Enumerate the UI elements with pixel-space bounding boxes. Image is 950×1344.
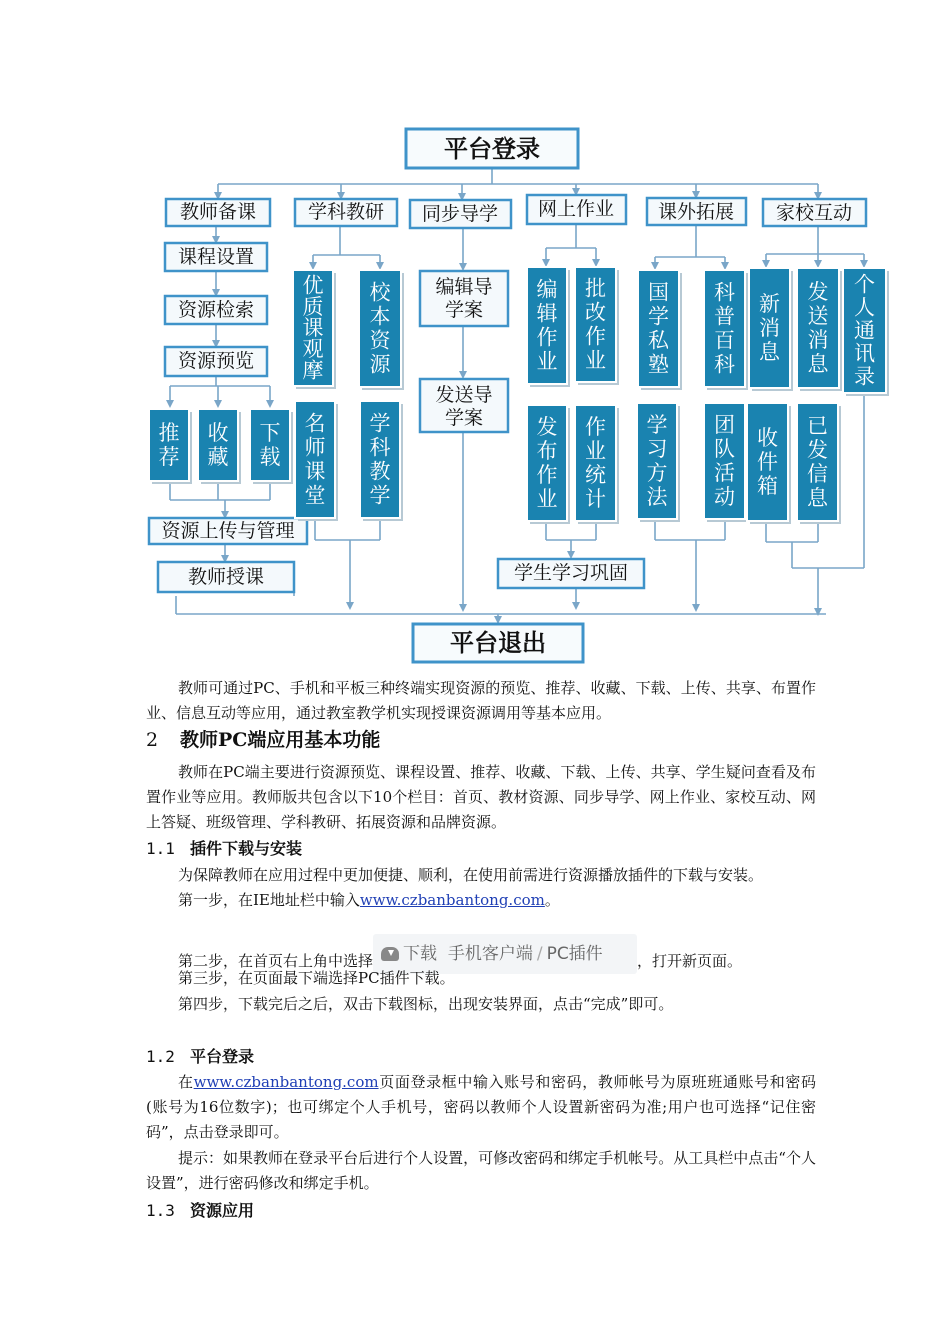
vertical-box-char: 发: [807, 280, 829, 304]
step-2-end: ，打开新页面。: [637, 952, 743, 970]
vertical-box-char: 质: [302, 294, 324, 319]
vertical-box: [797, 403, 841, 524]
vertical-box-char: 送: [807, 304, 829, 328]
vertical-box-char: 队: [714, 437, 735, 461]
section-title: 资源应用: [190, 1201, 255, 1220]
vertical-box-char: 作: [585, 415, 606, 439]
vertical-box-char: 科: [369, 435, 391, 460]
section-number: 1.1: [146, 839, 175, 858]
section-1-2-heading: [146, 1044, 254, 1069]
vertical-box: [149, 409, 192, 484]
vertical-box: [638, 270, 682, 390]
vertical-box-char: 编: [536, 277, 558, 302]
login-tip: 提示：如果教师在登录平台后进行个人设置，可修改密码和绑定手机帐号。从工具栏中点击“个人设置”，进行密码修改和绑定手机。: [146, 1149, 816, 1192]
vertical-box-char: 资: [369, 328, 391, 353]
vertical-box-char: 信: [807, 462, 828, 486]
vertical-box-char: 国: [648, 280, 669, 305]
vertical-box-char: 统: [585, 463, 606, 487]
vertical-box-char: 普: [714, 304, 735, 329]
vertical-box-char: 活: [714, 461, 735, 485]
vertical-box-char: 新: [759, 292, 780, 316]
vertical-box-char: 发: [807, 438, 828, 462]
vertical-box-char: 习: [646, 437, 668, 461]
consolidate-label: 学生学习巩固: [513, 562, 629, 584]
section-2-body: 教师在PC端主要进行资源预览、课程设置、推荐、收藏、下载、上传、共享、学生疑问查看及布置作业等应用。教师版共包含以下10个栏目：首页、教材资源、同步导学、网上作业、家校互动、网上答疑、班级管理、学科教研、拓展资源和品牌资源。: [146, 763, 816, 831]
login-text-pre: 在: [178, 1073, 194, 1091]
vertical-box-char: 法: [646, 485, 668, 509]
vertical-box-char: 业: [585, 348, 606, 373]
guide-label-line: 学案: [444, 407, 484, 429]
vertical-box-char: 荐: [158, 445, 180, 469]
vertical-box: [575, 267, 619, 385]
teaching-label: 教师授课: [187, 566, 265, 588]
category-label: 课外拓展: [657, 201, 735, 223]
category-label: 同步导学: [421, 203, 499, 225]
vertical-box-char: 源: [369, 352, 391, 377]
section-number: 1.2: [146, 1047, 175, 1066]
consolidate-node: [498, 559, 644, 588]
login-label: 平台登录: [444, 135, 540, 163]
vertical-box-char: 下: [259, 421, 281, 445]
vertical-box: [250, 409, 293, 484]
vertical-box: [704, 270, 748, 390]
vertical-box-char: 批: [585, 276, 606, 301]
vertical-box-char: 私: [648, 328, 669, 353]
vertical-box-char: 收: [757, 426, 778, 450]
step-1: [178, 888, 560, 913]
site-link[interactable]: www.czbanbantong.com: [193, 1073, 379, 1091]
vertical-box-char: 业: [536, 487, 558, 511]
vertical-box: [843, 268, 889, 396]
vertical-box: [360, 401, 403, 521]
section-title: 插件下载与安装: [190, 839, 303, 858]
vertical-box-char: 消: [807, 328, 829, 352]
section-title: 平台登录: [190, 1047, 255, 1066]
toolbar-download: 下载: [403, 944, 438, 964]
prep-step: 资源检索: [177, 299, 255, 321]
vertical-box-char: 科: [714, 352, 735, 377]
vertical-box-char: 个: [854, 272, 875, 297]
vertical-box-char: 教: [369, 459, 391, 484]
guide-column: [420, 271, 508, 432]
vertical-box-char: 动: [714, 485, 735, 509]
login-text: 页面登录框中输入账号和密码，教师帐号为原班班通账号和密码(账号为16位数字)；也可绑定个人手机号，密码以教师个人设置新密码为准;用户也可选择“记住密码”，点击登录即可。: [146, 1073, 816, 1141]
vertical-box-char: 师: [304, 435, 326, 460]
guide-edit-1: 编辑导: [435, 276, 493, 298]
toolbar-plugin: PC插件: [546, 944, 603, 964]
toolbar-separator: /: [536, 944, 543, 964]
intro-paragraph: 教师可通过PC、手机和平板三种终端实现资源的预览、推荐、收藏、下载、上传、共享、布置作业、信息互动等应用，通过教室教学机实现授课资源调用等基本应用。: [146, 679, 816, 722]
vertical-box-char: 藏: [207, 445, 229, 469]
vertical-box-char: 改: [585, 300, 606, 325]
section-title: 教师PC端应用基本功能: [180, 729, 381, 751]
step-2-text: 第二步，在首页右上角中选择: [178, 952, 374, 970]
vertical-box-char: 息: [807, 486, 828, 510]
vertical-box-char: 录: [854, 364, 875, 389]
vertical-box-char: 发: [536, 415, 558, 439]
vertical-box-char: 堂: [304, 483, 326, 508]
vertical-box-char: 业: [536, 349, 558, 374]
vertical-box-char: 业: [585, 439, 606, 463]
vertical-box-char: 优: [302, 273, 324, 298]
logout-node: [413, 624, 583, 662]
vertical-box-char: 息: [759, 340, 780, 364]
guide-label-line: 发送导: [435, 384, 493, 406]
upload-manage-label: 资源上传与管理: [161, 520, 295, 542]
vertical-box: [359, 270, 404, 390]
section-1-1-heading: [146, 836, 302, 861]
section-1-3-heading: [146, 1198, 254, 1223]
site-link[interactable]: www.czbanbantong.com: [359, 891, 545, 909]
section-2-heading: [146, 728, 380, 753]
prep-step: 资源预览: [177, 350, 255, 372]
vertical-box: [198, 409, 241, 484]
vertical-box-char: 通: [854, 318, 875, 343]
logout-label: 平台退出: [450, 629, 546, 657]
step-1-text: 第一步，在IE地址栏中输入: [178, 891, 360, 909]
step-4: 第四步，下载完后之后，双击下载图标，出现安装界面，点击“完成”即可。: [178, 995, 674, 1013]
vertical-box-char: 推: [158, 421, 180, 445]
guide-label-line: [435, 276, 492, 298]
vertical-box-char: 件: [757, 450, 778, 474]
category-label: 家校互动: [775, 202, 853, 224]
vertical-box-char: 计: [585, 487, 606, 511]
vertical-box: [749, 268, 793, 391]
vertical-box-char: 作: [585, 324, 606, 349]
vertical-box-char: 载: [259, 445, 281, 469]
login-node: [406, 129, 578, 168]
vertical-box: [575, 405, 619, 524]
vertical-box-char: 学: [369, 411, 391, 436]
vertical-box: [527, 267, 570, 387]
vertical-box-char: 校: [369, 280, 391, 305]
vertical-box-char: 学: [646, 413, 668, 437]
vertical-box-char: 课: [302, 316, 324, 340]
vertical-box-char: 作: [536, 463, 558, 487]
category-label: 网上作业: [537, 198, 615, 220]
step-3: 第三步，在页面最下端选择PC插件下载。: [178, 969, 455, 987]
vertical-box-char: 作: [536, 325, 558, 350]
vertical-box-char: 学: [369, 483, 391, 508]
vertical-box: [797, 268, 842, 391]
guide-label-line: 学案: [444, 299, 484, 321]
vertical-box: [637, 403, 680, 522]
vertical-box-char: 辑: [536, 301, 558, 326]
vertical-box-char: 方: [646, 461, 668, 485]
vertical-box: [747, 403, 791, 524]
vertical-box-char: 百: [714, 328, 735, 353]
vertical-box-char: 人: [854, 295, 875, 320]
category-row: [166, 195, 866, 228]
section-number: 1.3: [146, 1201, 175, 1220]
prep-step: 课程设置: [177, 246, 255, 268]
vertical-box-char: 团: [714, 413, 735, 437]
vertical-box-char: 科: [714, 280, 735, 305]
login-paragraph: [146, 1070, 816, 1145]
download-icon: [381, 947, 399, 961]
vertical-box: [295, 401, 338, 521]
vertical-box-char: 布: [536, 439, 558, 463]
step-1-end: 。: [544, 891, 560, 909]
vertical-box: [527, 405, 570, 524]
vertical-box: [704, 403, 748, 522]
toolbar-mobile: 手机客户端: [447, 944, 533, 964]
plugin-intro: 为保障教师在应用过程中更加便捷、顺利，在使用前需进行资源播放插件的下载与安装。: [178, 866, 764, 884]
vertical-box-char: 课: [304, 459, 326, 484]
vertical-box-char: 已: [807, 414, 828, 438]
vertical-box-char: 摩: [302, 358, 324, 383]
flowchart-connectors: [170, 168, 864, 622]
vertical-box-char: 观: [302, 337, 324, 362]
vertical-box-char: 学: [648, 304, 669, 329]
vertical-box-char: 名: [304, 411, 326, 436]
vertical-box-char: 讯: [854, 341, 875, 366]
vertical-box-char: 息: [807, 352, 829, 376]
vertical-box-char: 收: [207, 421, 229, 445]
vertical-box-char: 箱: [757, 474, 778, 498]
vertical-box-char: 消: [759, 316, 780, 340]
section-number: 2: [146, 729, 159, 751]
vertical-box-char: 本: [369, 304, 391, 329]
category-label: 学科教研: [307, 201, 385, 223]
vertical-box: [293, 270, 336, 389]
category-label: 教师备课: [179, 201, 257, 223]
vertical-box-char: 塾: [648, 352, 669, 377]
